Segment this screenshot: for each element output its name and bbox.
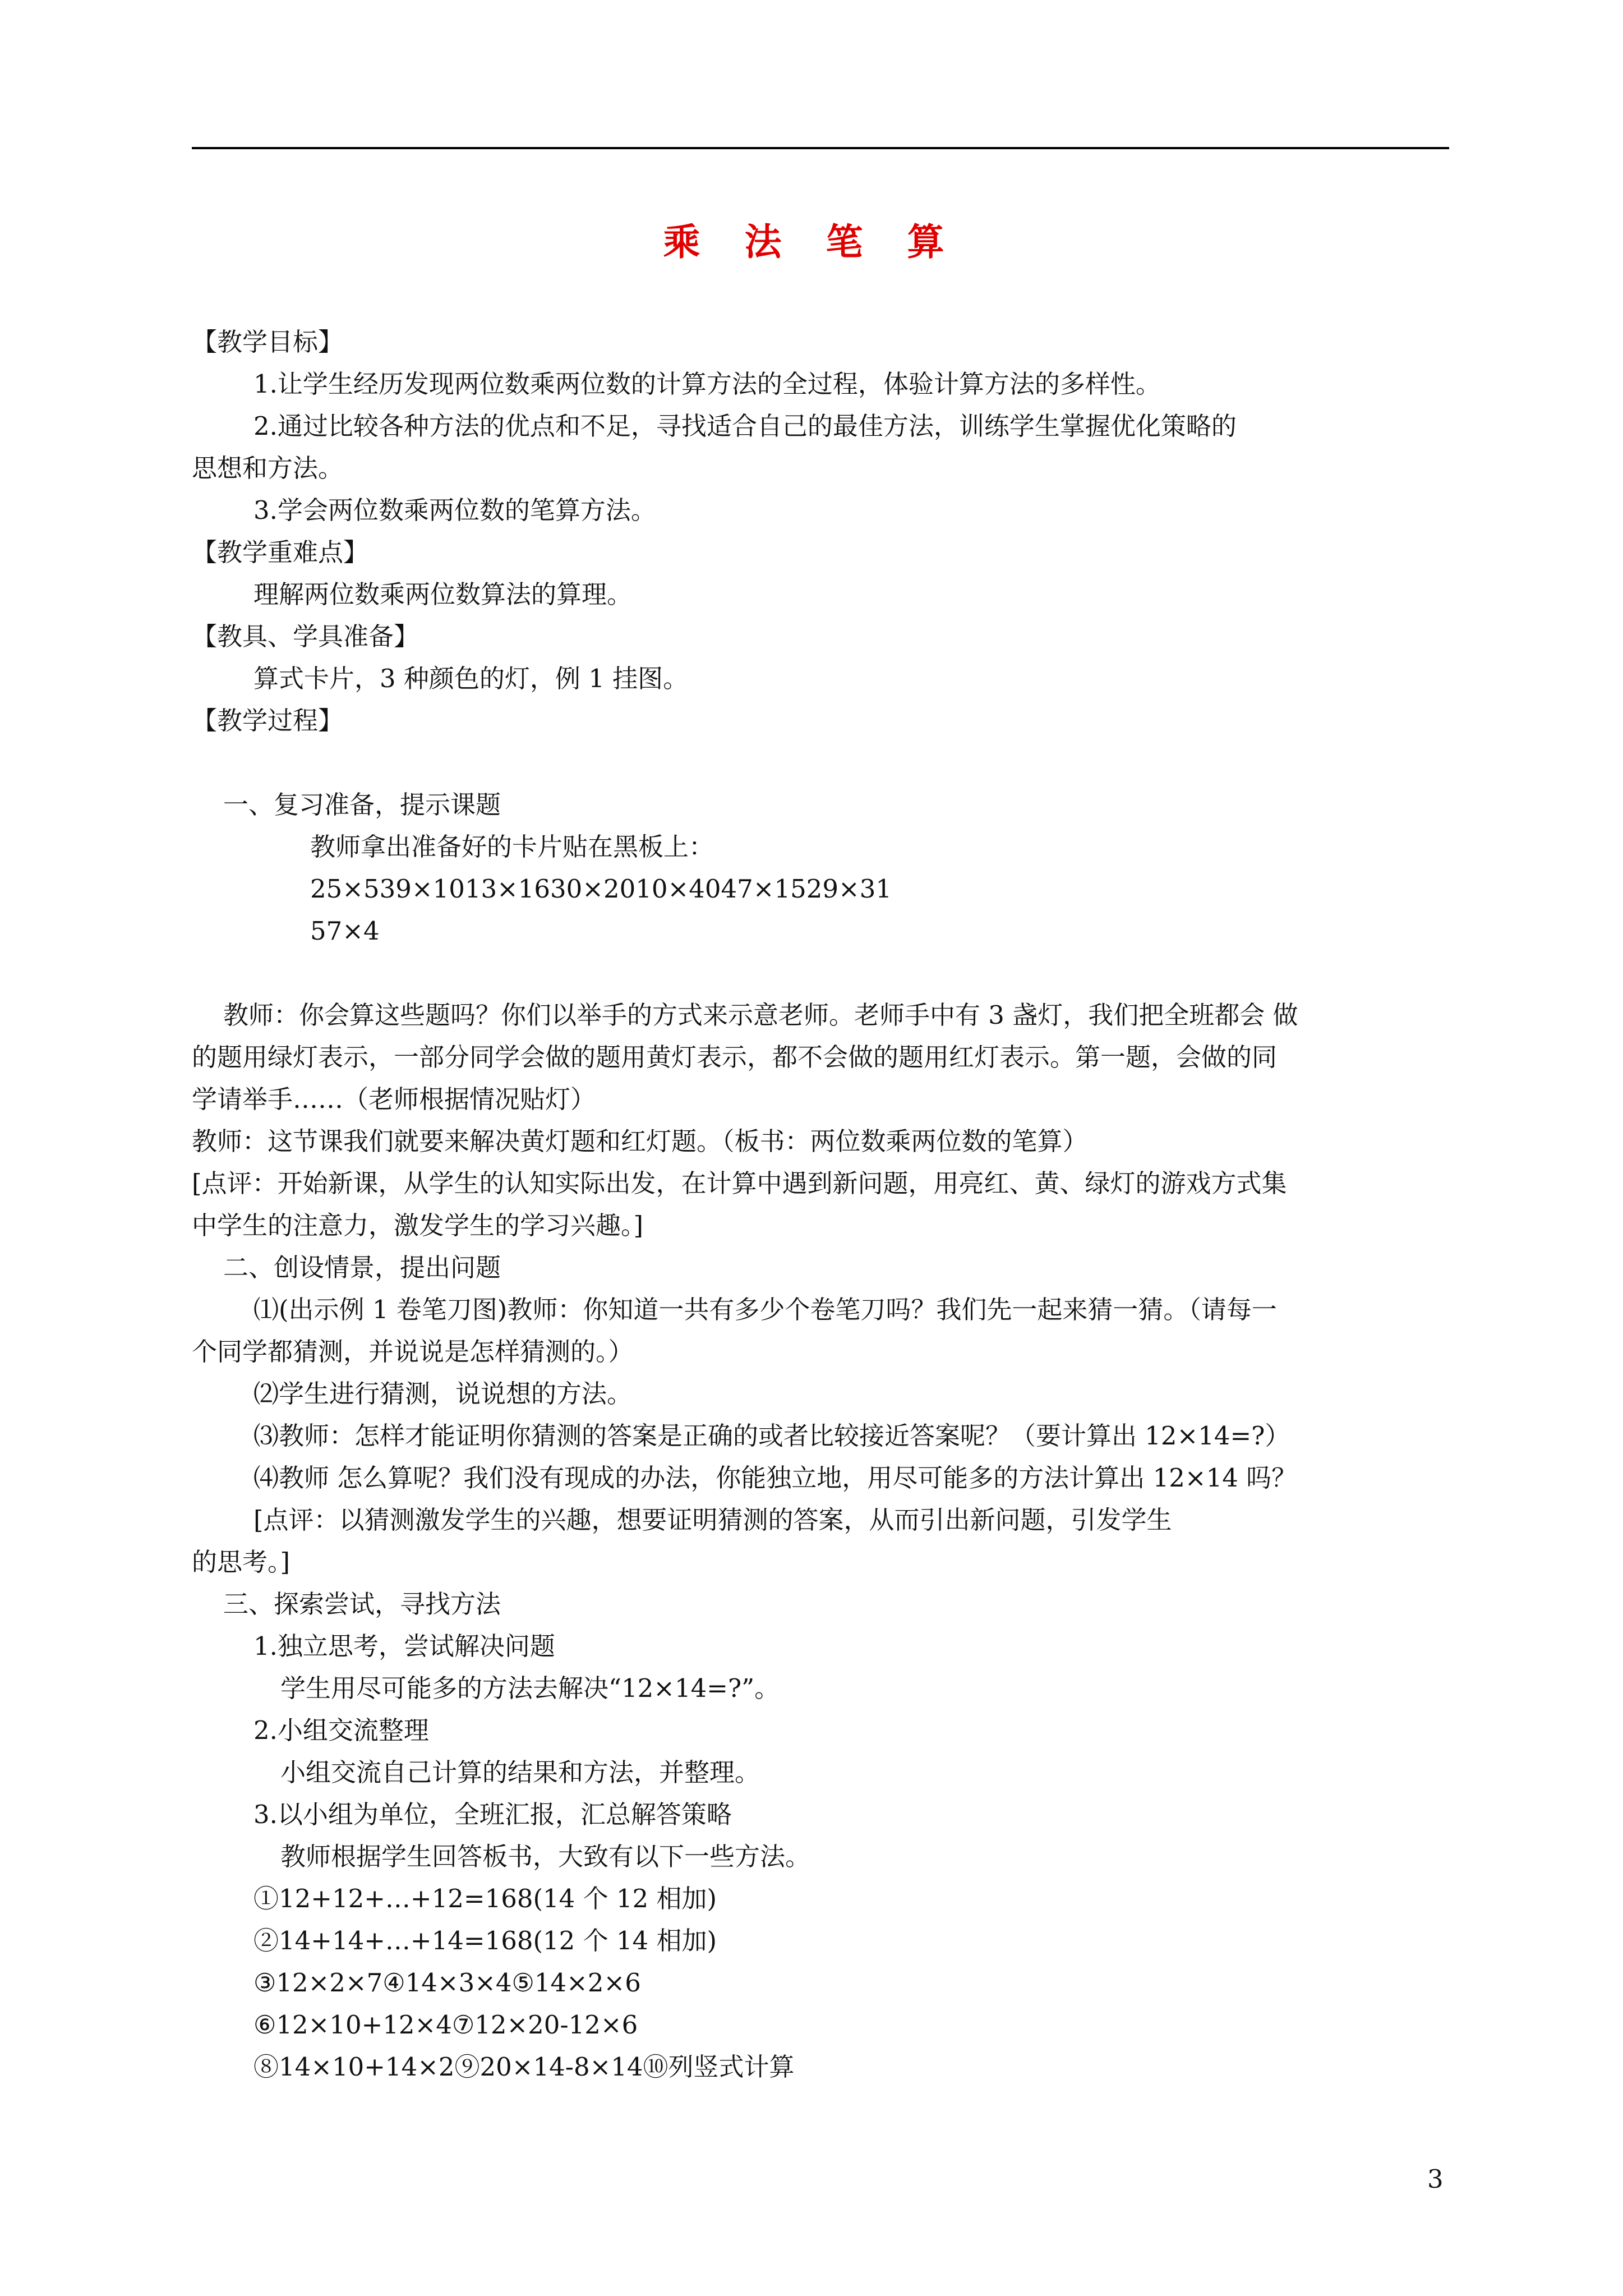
text-line: 教师：这节课我们就要来解决黄灯题和红灯题。（板书：两位数乘两位数的笔算） [192, 1126, 1088, 1156]
text-line: 1.独立思考，尝试解决问题 [253, 1631, 555, 1661]
text-line: 2.通过比较各种方法的优点和不足，寻找适合自己的最佳方法，训练学生掌握优化策略的 [253, 411, 1237, 441]
text-line: 学生用尽可能多的方法去解决“12×14=?”。 [280, 1673, 780, 1703]
text-line: ⑵学生进行猜测，说说想的方法。 [253, 1379, 633, 1409]
text-line: 2.小组交流整理 [253, 1715, 429, 1745]
text-line: 思想和方法。 [192, 453, 344, 483]
method-line: ①12+12+…+12=168(14 个 12 相加) [253, 1884, 717, 1913]
text-line: 个同学都猜测，并说说是怎样猜测的。） [192, 1337, 634, 1366]
method-line: ②14+14+…+14=168(12 个 14 相加) [253, 1926, 717, 1955]
section-heading: 二、创设情景，提出问题 [223, 1253, 501, 1282]
section-heading: 【教学过程】 [192, 706, 344, 735]
text-line: ⑴(出示例 1 卷笔刀图)教师：你知道一共有多少个卷笔刀吗？我们先一起来猜一猜。（请每一 [253, 1295, 1277, 1324]
text-line: 教师拿出准备好的卡片贴在黑板上： [310, 832, 714, 862]
text-line: 算式卡片，3 种颜色的灯，例 1 挂图。 [253, 664, 689, 693]
method-line: ③12×2×7④14×3×4⑤14×2×6 [253, 1968, 641, 1998]
section-heading: 一、复习准备，提示课题 [223, 790, 501, 820]
comment-line: [点评：开始新课，从学生的认知实际出发，在计算中遇到新问题，用亮红、黄、绿灯的游戏方式集 [192, 1168, 1287, 1198]
text-line: 理解两位数乘两位数算法的算理。 [253, 579, 633, 609]
method-line: ⑥12×10+12×4⑦12×20-12×6 [253, 2010, 638, 2040]
text-line: 1.让学生经历发现两位数乘两位数的计算方法的全过程，体验计算方法的多样性。 [253, 369, 1161, 399]
comment-line: 中学生的注意力，激发学生的学习兴趣。] [192, 1211, 644, 1240]
text-line: ⑶教师：怎样才能证明你猜测的答案是正确的或者比较接近答案呢？（要计算出 12×14=?） [253, 1421, 1290, 1451]
section-heading: 【教学目标】 [192, 327, 344, 357]
method-line: ⑧14×10+14×2⑨20×14-8×14⑩列竖式计算 [253, 2052, 795, 2082]
section-heading: 三、探索尝试，寻找方法 [223, 1589, 501, 1619]
header-rule [192, 147, 1449, 149]
text-line: 学请举手……（老师根据情况贴灯） [192, 1084, 596, 1114]
formula-line: 57×4 [310, 916, 380, 946]
text-line: ⑷教师 怎么算呢？我们没有现成的办法，你能独立地，用尽可能多的方法计算出 12×14 吗？ [253, 1463, 1297, 1493]
text-line: 教师：你会算这些题吗？你们以举手的方式来示意老师。老师手中有 3 盏灯，我们把全班都会 做 [223, 1000, 1298, 1030]
text-line: 3.以小组为单位，全班汇报，汇总解答策略 [253, 1800, 732, 1829]
comment-line: 的思考。] [192, 1547, 291, 1577]
text-line: 小组交流自己计算的结果和方法，并整理。 [280, 1757, 760, 1787]
text-line: 的题用绿灯表示，一部分同学会做的题用黄灯表示，都不会做的题用红灯表示。第一题，会做的同 [192, 1042, 1278, 1072]
comment-line: [点评：以猜测激发学生的兴趣，想要证明猜测的答案，从而引出新问题，引发学生 [253, 1505, 1172, 1535]
formula-line: 25×539×1013×1630×2010×4047×1529×31 [310, 874, 892, 904]
page-title: 乘 法 笔 算 [663, 220, 960, 264]
page-number: 3 [1427, 2164, 1444, 2194]
section-heading: 【教具、学具准备】 [192, 622, 419, 651]
text-line: 3.学会两位数乘两位数的笔算方法。 [253, 495, 656, 525]
section-heading: 【教学重难点】 [192, 537, 369, 567]
text-line: 教师根据学生回答板书，大致有以下一些方法。 [280, 1842, 811, 1871]
